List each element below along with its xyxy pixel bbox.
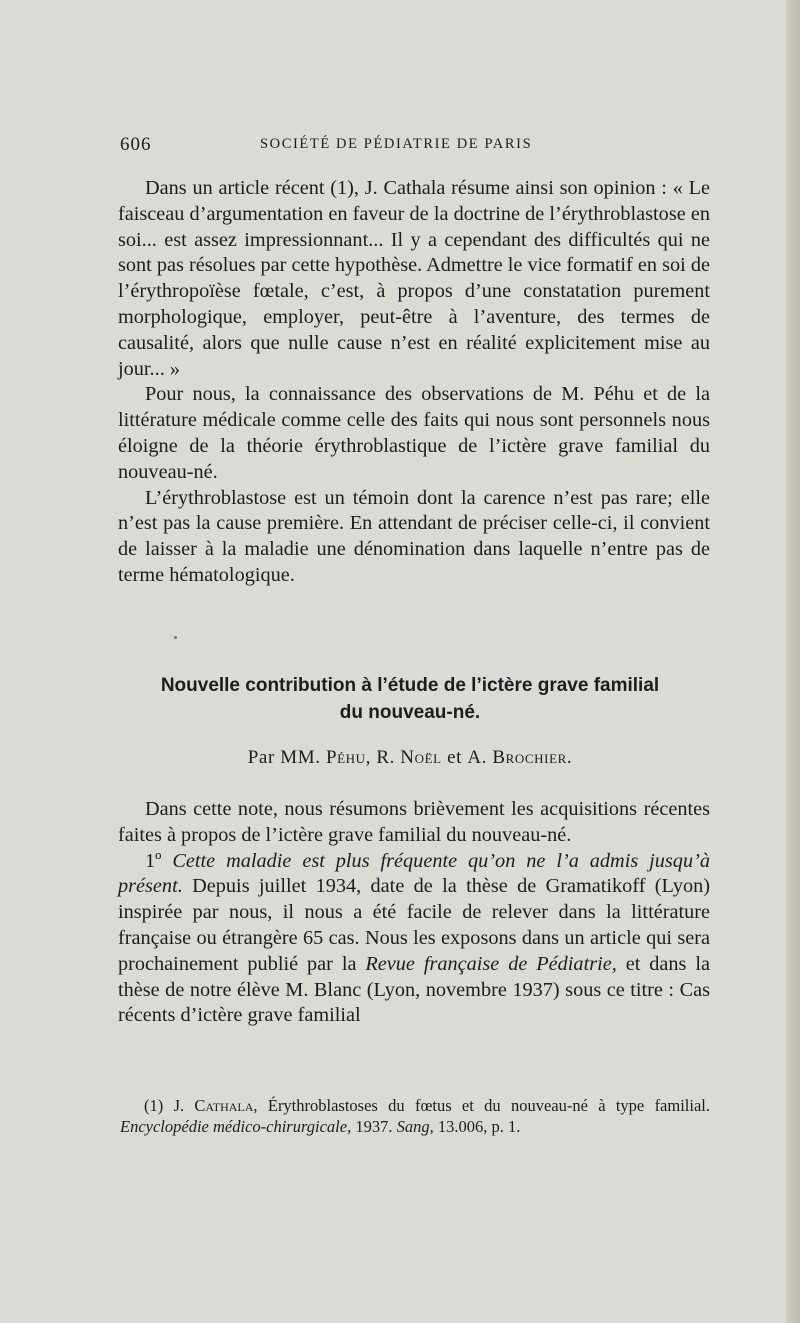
article-title-line2: du nouveau-né. xyxy=(339,702,481,723)
point-text: Depuis juillet 1934, date de la thèse de Gramatikoff (Lyon) inspirée par nous, il nous a été facile de relever dans la littérature française ou étrangère 65 cas. Nous les exposons dans un article qui sera prochainement publié par la xyxy=(118,875,710,975)
footnote-section: Sang, xyxy=(396,1117,434,1136)
paragraph: L’érythroblastose est un témoin dont la carence n’est pas rare; elle n’est pas la cause première. En attendant de préciser celle-ci, il convient de laisser à la maladie une dénomination dans laquelle n’entre pas de terme hématologique. xyxy=(118,486,710,586)
authors-conjunction: et xyxy=(447,747,462,768)
footnote-marker: (1) xyxy=(144,1096,164,1115)
author-name: R. Noël xyxy=(376,747,442,768)
footnote-text: Érythroblastoses du fœtus et du nouveau-né à type familial. xyxy=(267,1096,711,1115)
running-title: SOCIÉTÉ DE PÉDIATRIE DE PARIS xyxy=(260,136,533,152)
ink-speck xyxy=(174,636,177,639)
page-number: 606 xyxy=(120,134,152,155)
previous-article-body xyxy=(118,176,710,589)
point-heading: Cette maladie est plus fréquente qu’on ne l’a admis jusqu’à présent. xyxy=(118,849,710,898)
footnote-author: J. Cathala, xyxy=(173,1096,258,1115)
paragraph: Pour nous, la connaissance des observations de M. Péhu et de la littérature médicale comme celle des faits qui nous sont personnels nous éloigne de la théorie érythroblastique de l’ictère grave familial du nouveau-né. xyxy=(118,383,710,483)
footnote-text: 13.006, p. 1. xyxy=(437,1117,521,1136)
point-1-paragraph xyxy=(118,849,710,1030)
article-title xyxy=(100,672,720,726)
author-name: Péhu xyxy=(325,747,366,768)
paragraph: Dans un article récent (1), J. Cathala résume ainsi son opinion : « Le faisceau d’argumentation en faveur de la doctrine de l’érythroblastose en soi... est assez impressionnant... Il y a cependant des difficultés qui ne sont pas résolues par cette hypothèse. Admettre le vice formatif en soi de l’érythropoïèse fœtale, c’est, à propos d’une constatation purement morphologique, employer, peut-être à l’aventure, des termes de causalité, alors que nulle cause n’est en réalité explicitement mise au jour... » xyxy=(118,177,710,380)
authors-prefix: Par MM. xyxy=(247,747,321,768)
footnote-text: 1937. xyxy=(355,1117,393,1136)
article-body xyxy=(118,797,710,1029)
footnote-source: Encyclopédie médico-chirurgicale, xyxy=(120,1117,352,1136)
footnote xyxy=(120,1095,710,1137)
author-name: A. Brochier. xyxy=(467,747,573,768)
article-title-line1: Nouvelle contribution à l’étude de l’ictère grave familial xyxy=(160,675,660,696)
point-text: et dans la thèse de notre élève M. Blanc (Lyon, novembre 1937) sous ce titre : Cas récents d’ictère grave familial xyxy=(118,952,710,1027)
journal-title: Revue française de Pédiatrie, xyxy=(365,952,617,975)
point-number: 1º xyxy=(145,849,162,872)
page-header xyxy=(120,134,710,158)
intro-paragraph: Dans cette note, nous résumons brièvement les acquisitions récentes faites à propos de l’ictère grave familial du nouveau-né. xyxy=(118,798,710,846)
page-edge-shadow xyxy=(786,0,800,1323)
article-authors: Par MM. Péhu, R. Noël et A. Brochier. xyxy=(247,747,573,768)
